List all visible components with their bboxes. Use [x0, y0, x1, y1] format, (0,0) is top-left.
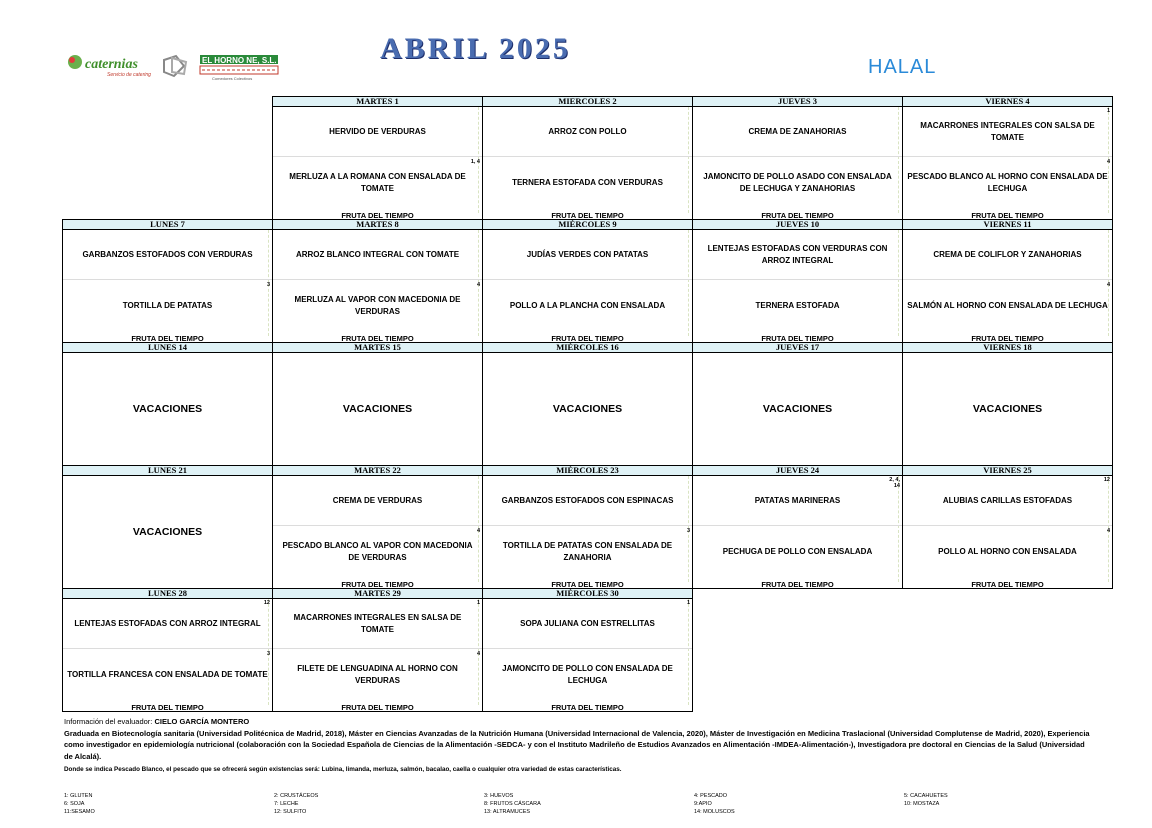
day-header: VIERNES 25 — [903, 466, 1112, 476]
first-course: LENTEJAS ESTOFADAS CON VERDURAS CON ARROZ INTEGRAL — [707, 244, 888, 265]
first-course: CREMA DE ZANAHORIAS — [748, 127, 847, 136]
second-course: JAMONCITO DE POLLO CON ENSALADA DE LECHUGA — [502, 664, 673, 685]
first-course: LENTEJAS ESTOFADAS CON ARROZ INTEGRAL — [74, 619, 261, 628]
vacation-label: VACACIONES — [552, 403, 623, 415]
day-cell — [272, 219, 483, 343]
allergen-code: 4 — [1106, 159, 1110, 165]
dessert: FRUTA DEL TIEMPO — [971, 211, 1044, 220]
allergen-legend-item: 14: MOLUSCOS — [694, 809, 735, 815]
day-header: VIERNES 18 — [903, 343, 1112, 353]
day-cell — [272, 465, 483, 589]
second-course: MERLUZA AL VAPOR CON MACEDONIA DE VERDURAS — [294, 295, 461, 316]
evaluator-prefix: Información del evaluador: — [64, 717, 155, 726]
day-cell — [692, 465, 903, 589]
second-course: POLLO A LA PLANCHA CON ENSALADA — [509, 301, 666, 310]
day-cell — [692, 219, 903, 343]
svg-text:Servicio de catering: Servicio de catering — [107, 72, 151, 78]
first-course: MACARRONES INTEGRALES EN SALSA DE TOMATE — [293, 613, 462, 634]
dessert: FRUTA DEL TIEMPO — [551, 211, 624, 220]
day-header: LUNES 28 — [63, 589, 272, 599]
dessert: FRUTA DEL TIEMPO — [341, 703, 414, 712]
day-cell — [272, 342, 483, 466]
evaluator-name: CIELO GARCÍA MONTERO — [154, 717, 250, 726]
day-cell — [62, 588, 273, 712]
first-course: JUDÍAS VERDES CON PATATAS — [526, 250, 649, 259]
allergen-legend-item: 6: SOJA — [64, 801, 85, 807]
day-cell — [482, 588, 693, 712]
day-header: JUEVES 10 — [693, 220, 902, 230]
first-course: CREMA DE COLIFLOR Y ZANAHORIAS — [933, 250, 1082, 259]
evaluator-info — [64, 716, 1094, 762]
day-cell — [272, 96, 483, 220]
day-cell — [482, 219, 693, 343]
second-course: JAMONCITO DE POLLO ASADO CON ENSALADA DE LECHUGA Y ZANAHORIAS — [703, 172, 892, 193]
allergen-code: 12 — [263, 600, 270, 606]
second-course: TORTILLA DE PATATAS — [122, 301, 213, 310]
day-header: MARTES 15 — [273, 343, 482, 353]
vacation-label: VACACIONES — [132, 403, 203, 415]
first-course: MACARRONES INTEGRALES CON SALSA DE TOMATE — [920, 121, 1095, 142]
day-header: MARTES 1 — [273, 97, 482, 107]
allergen-legend-item: 5: CACAHUETES — [904, 793, 948, 799]
allergen-code: 12 — [1103, 477, 1110, 483]
second-course: PESCADO BLANCO AL HORNO CON ENSALADA DE LECHUGA — [907, 172, 1108, 193]
day-header: LUNES 21 — [63, 466, 272, 476]
first-course: HERVIDO DE VERDURAS — [329, 127, 426, 136]
vacation-label: VACACIONES — [132, 526, 203, 538]
fish-note: Donde se indica Pescado Blanco, el pescado que se ofrecerá según existencias será: Lubina, limanda, merluza, salmón, bacalao, caella o cualquier otra variedad de estas características. — [64, 766, 622, 773]
second-course: FILETE DE LENGUADINA AL HORNO CON VERDURAS — [297, 664, 458, 685]
allergen-code: 3 — [266, 651, 270, 657]
day-cell — [902, 96, 1113, 220]
vacation-label: VACACIONES — [762, 403, 833, 415]
day-cell — [62, 342, 273, 466]
second-course: PECHUGA DE POLLO CON ENSALADA — [722, 547, 873, 556]
allergen-legend-item: 1: GLUTEN — [64, 793, 93, 799]
svg-text:caternias: caternias — [85, 57, 138, 72]
second-course: TORTILLA FRANCESA CON ENSALADA DE TOMATE — [67, 670, 268, 679]
day-header: MIÉRCOLES 9 — [483, 220, 692, 230]
el-horno-logo — [162, 52, 282, 82]
day-cell — [692, 96, 903, 220]
second-course: MERLUZA A LA ROMANA CON ENSALADA DE TOMATE — [289, 172, 466, 193]
allergen-code: 4 — [476, 528, 480, 534]
dessert: FRUTA DEL TIEMPO — [551, 580, 624, 589]
first-course: GARBANZOS ESTOFADOS CON ESPINACAS — [501, 496, 674, 505]
allergen-legend-item: 7: LECHE — [274, 801, 299, 807]
allergen-legend-item: 9:APIO — [694, 801, 712, 807]
allergen-code: 1 — [686, 600, 690, 606]
day-header: JUEVES 24 — [693, 466, 902, 476]
day-cell — [902, 219, 1113, 343]
first-course: ALUBIAS CARILLAS ESTOFADAS — [942, 496, 1073, 505]
dessert: FRUTA DEL TIEMPO — [551, 703, 624, 712]
first-course: PATATAS MARINERAS — [754, 496, 841, 505]
svg-text:EL HORNO NE, S.L.: EL HORNO NE, S.L. — [202, 56, 277, 65]
allergen-code: 3 — [686, 528, 690, 534]
dessert: FRUTA DEL TIEMPO — [971, 580, 1044, 589]
first-course: CREMA DE VERDURAS — [332, 496, 423, 505]
day-cell — [482, 96, 693, 220]
allergen-legend-item: 3: HUEVOS — [484, 793, 514, 799]
day-header: MARTES 22 — [273, 466, 482, 476]
allergen-code: 4 — [1106, 282, 1110, 288]
day-cell — [902, 342, 1113, 466]
allergen-code: 1, 4 — [470, 159, 480, 165]
second-course: POLLO AL HORNO CON ENSALADA — [938, 547, 1077, 556]
day-cell — [482, 465, 693, 589]
second-course: SALMÓN AL HORNO CON ENSALADA DE LECHUGA — [907, 301, 1108, 310]
day-header: JUEVES 17 — [693, 343, 902, 353]
first-course: GARBANZOS ESTOFADOS CON VERDURAS — [82, 250, 253, 259]
day-header: VIERNES 4 — [903, 97, 1112, 107]
allergen-legend-item: 4: PESCADO — [694, 793, 728, 799]
vacation-label: VACACIONES — [972, 403, 1043, 415]
day-header: MARTES 29 — [273, 589, 482, 599]
day-header: MIERCOLES 2 — [483, 97, 692, 107]
allergen-code: 2, 4, 14 — [889, 477, 900, 489]
allergen-legend-item: 12: SULFITO — [274, 809, 307, 815]
dessert: FRUTA DEL TIEMPO — [761, 580, 834, 589]
allergen-code: 4 — [1106, 528, 1110, 534]
first-course: ARROZ BLANCO INTEGRAL CON TOMATE — [295, 250, 460, 259]
caternias-logo — [65, 52, 160, 78]
day-header: LUNES 7 — [63, 220, 272, 230]
dessert: FRUTA DEL TIEMPO — [761, 334, 834, 343]
day-cell — [62, 465, 273, 589]
page-title: ABRIL 2025 — [380, 32, 571, 65]
allergen-legend-item: 2: CRUSTÁCEOS — [274, 793, 319, 799]
dessert: FRUTA DEL TIEMPO — [131, 334, 204, 343]
second-course: PESCADO BLANCO AL VAPOR CON MACEDONIA DE VERDURAS — [282, 541, 473, 562]
first-course: SOPA JULIANA CON ESTRELLITAS — [520, 619, 655, 628]
allergen-code: 3 — [266, 282, 270, 288]
allergen-legend-item: 13: ALTRAMUCES — [484, 809, 531, 815]
svg-text:Comedores Colectivos: Comedores Colectivos — [212, 76, 253, 81]
day-header: MIÉRCOLES 16 — [483, 343, 692, 353]
day-header: LUNES 14 — [63, 343, 272, 353]
dessert: FRUTA DEL TIEMPO — [551, 334, 624, 343]
day-cell — [62, 219, 273, 343]
dessert: FRUTA DEL TIEMPO — [971, 334, 1044, 343]
dessert: FRUTA DEL TIEMPO — [341, 334, 414, 343]
allergen-legend-item: 10: MOSTAZA — [904, 801, 940, 807]
first-course: ARROZ CON POLLO — [548, 127, 627, 136]
day-header: MARTES 8 — [273, 220, 482, 230]
second-course: TERNERA ESTOFADA — [755, 301, 840, 310]
second-course: TORTILLA DE PATATAS CON ENSALADA DE ZANAHORIA — [502, 541, 673, 562]
allergen-code: 4 — [476, 651, 480, 657]
day-header: MIÉRCOLES 30 — [483, 589, 692, 599]
evaluator-credentials: Graduada en Biotecnología sanitaria (Universidad Politécnica de Madrid, 2018), Máster en Ciencias Avanzadas de la Nutrición Humana (Universidad Internacional de Valencia, 2020), Máster de Investigación en Medicina Traslacional (Universidad Complutense de Madrid, 2020), Experiencia como investigador en epidemiología nutricional (colaboración con la Sociedad Española de Ciencias de la Alimentación -SEDCA- y con el Instituto Madrileño de Estudios Avanzados en Alimentación -IMDEA-Alimentación-), Investigadora pre doctoral en Ciencias de la Salud (Universidad de Alcalá). — [64, 728, 1090, 761]
dessert: FRUTA DEL TIEMPO — [341, 580, 414, 589]
day-cell — [692, 342, 903, 466]
vacation-label: VACACIONES — [342, 403, 413, 415]
day-header: JUEVES 3 — [693, 97, 902, 107]
day-cell — [902, 465, 1113, 589]
day-cell — [482, 342, 693, 466]
allergen-code: 1 — [1106, 108, 1110, 114]
allergen-code: 4 — [476, 282, 480, 288]
day-header: VIERNES 11 — [903, 220, 1112, 230]
day-cell — [272, 588, 483, 712]
dessert: FRUTA DEL TIEMPO — [761, 211, 834, 220]
diet-label: HALAL — [868, 56, 937, 78]
second-course: TERNERA ESTOFADA CON VERDURAS — [512, 178, 663, 187]
dessert: FRUTA DEL TIEMPO — [341, 211, 414, 220]
allergen-code: 1 — [476, 600, 480, 606]
allergen-legend-item: 8: FRUTOS CÁSCARA — [484, 801, 541, 807]
dessert: FRUTA DEL TIEMPO — [131, 703, 204, 712]
day-header: MIÉRCOLES 23 — [483, 466, 692, 476]
allergen-legend-item: 11:SESAMO — [64, 809, 95, 815]
